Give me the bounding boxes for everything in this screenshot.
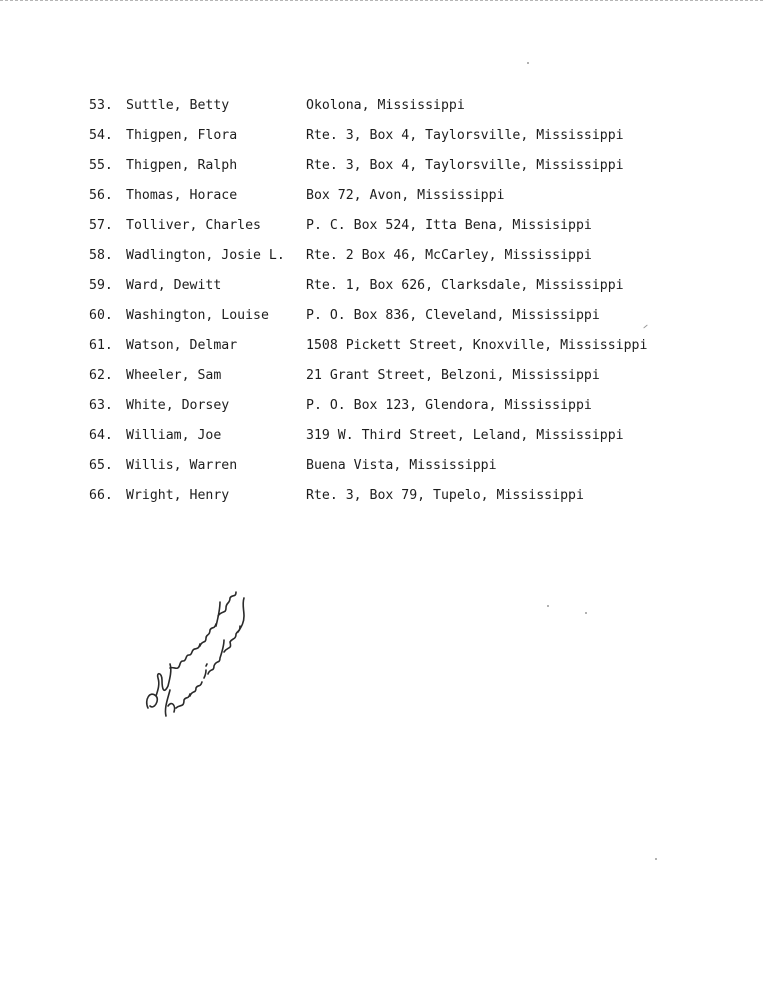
entry-address: 1508 Pickett Street, Knoxville, Mississippi	[306, 338, 648, 353]
scan-speck	[655, 858, 657, 860]
entry-address: Rte. 3, Box 4, Taylorsville, Mississippi	[306, 158, 624, 173]
entry-name: Wadlington, Josie L.	[126, 248, 285, 263]
scan-speck	[585, 612, 587, 614]
roster-row	[0, 96, 763, 116]
entry-address: Buena Vista, Mississippi	[306, 458, 497, 473]
entry-name: William, Joe	[126, 428, 222, 443]
entry-address: Rte. 3, Box 4, Taylorsville, Mississippi	[306, 128, 624, 143]
entry-number: 59.	[89, 278, 113, 293]
roster-row	[0, 426, 763, 446]
roster-row	[0, 216, 763, 236]
roster-row	[0, 276, 763, 296]
entry-number: 53.	[89, 98, 113, 113]
page-top-edge	[0, 0, 763, 1]
roster-row	[0, 126, 763, 146]
entry-number: 55.	[89, 158, 113, 173]
roster-row	[0, 156, 763, 176]
entry-number: 64.	[89, 428, 113, 443]
entry-name: Ward, Dewitt	[126, 278, 222, 293]
roster-row	[0, 246, 763, 266]
handwritten-note	[140, 540, 250, 720]
entry-address: Okolona, Mississippi	[306, 98, 465, 113]
entry-name: Washington, Louise	[126, 308, 269, 323]
roster-row	[0, 456, 763, 476]
entry-name: Thigpen, Ralph	[126, 158, 238, 173]
entry-name: White, Dorsey	[126, 398, 230, 413]
entry-name: Watson, Delmar	[126, 338, 238, 353]
entry-name: Wheeler, Sam	[126, 368, 222, 383]
roster-row	[0, 366, 763, 386]
entry-address: Rte. 3, Box 79, Tupelo, Mississippi	[306, 488, 584, 503]
entry-number: 63.	[89, 398, 113, 413]
entry-address: Box 72, Avon, Mississippi	[306, 188, 505, 203]
entry-address: P. O. Box 123, Glendora, Mississippi	[306, 398, 592, 413]
roster-row	[0, 486, 763, 506]
entry-name: Tolliver, Charles	[126, 218, 261, 233]
roster-row	[0, 396, 763, 416]
entry-address: Rte. 2 Box 46, McCarley, Mississippi	[306, 248, 592, 263]
entry-name: Suttle, Betty	[126, 98, 230, 113]
entry-name: Thigpen, Flora	[126, 128, 238, 143]
entry-number: 65.	[89, 458, 113, 473]
entry-address: 319 W. Third Street, Leland, Mississippi	[306, 428, 624, 443]
entry-number: 62.	[89, 368, 113, 383]
entry-address: 21 Grant Street, Belzoni, Mississippi	[306, 368, 600, 383]
entry-number: 61.	[89, 338, 113, 353]
entry-name: Wright, Henry	[126, 488, 230, 503]
entry-address: Rte. 1, Box 626, Clarksdale, Mississippi	[306, 278, 624, 293]
entry-number: 60.	[89, 308, 113, 323]
entry-number: 58.	[89, 248, 113, 263]
entry-number: 54.	[89, 128, 113, 143]
entry-name: Thomas, Horace	[126, 188, 238, 203]
entry-number: 57.	[89, 218, 113, 233]
entry-number: 56.	[89, 188, 113, 203]
scan-speck	[547, 605, 549, 607]
roster-row	[0, 186, 763, 206]
entry-number: 66.	[89, 488, 113, 503]
roster-row	[0, 336, 763, 356]
entry-address: P. C. Box 524, Itta Bena, Missisippi	[306, 218, 592, 233]
entry-name: Willis, Warren	[126, 458, 238, 473]
roster-row	[0, 306, 763, 326]
entry-address: P. O. Box 836, Cleveland, Mississippi	[306, 308, 600, 323]
scan-speck	[527, 62, 529, 64]
